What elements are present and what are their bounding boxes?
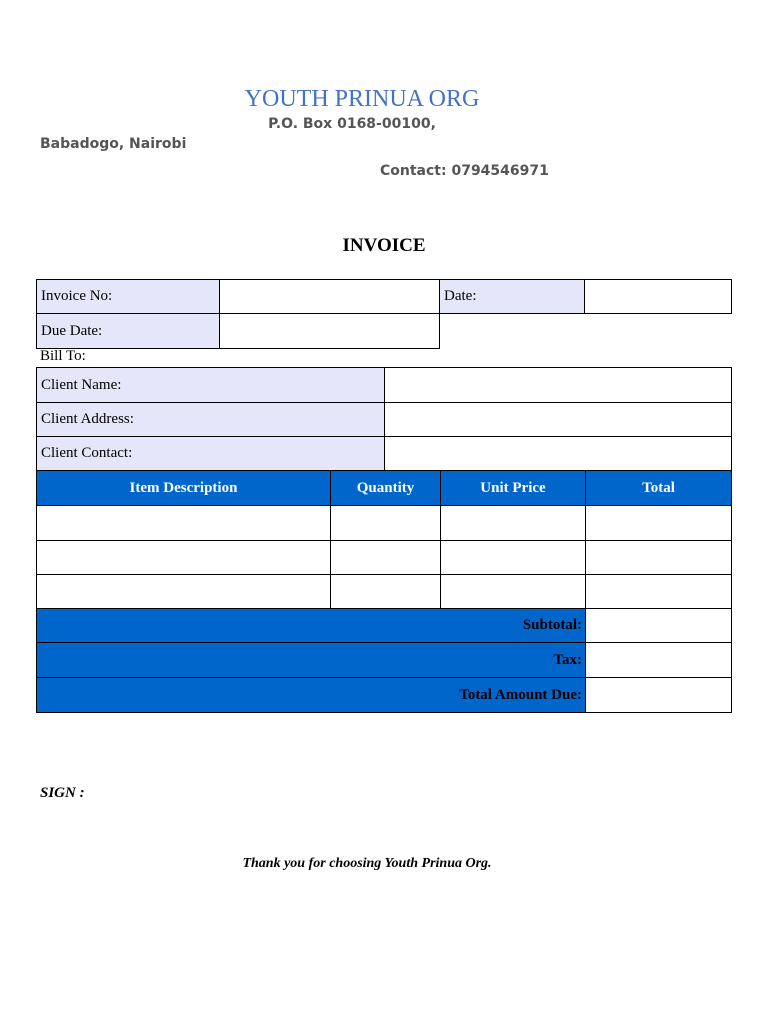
column-header-item-description: Item Description bbox=[36, 470, 331, 506]
date-field[interactable] bbox=[584, 279, 732, 314]
po-box-address: P.O. Box 0168-00100, bbox=[268, 116, 436, 132]
client-contact-label: Client Contact: bbox=[36, 436, 385, 471]
item-description-cell[interactable] bbox=[36, 574, 331, 609]
subtotal-label: Subtotal: bbox=[36, 608, 586, 643]
quantity-cell[interactable] bbox=[330, 574, 441, 609]
tax-label: Tax: bbox=[36, 642, 586, 678]
invoice-title: INVOICE bbox=[342, 235, 426, 256]
org-name: YOUTH PRINUA ORG bbox=[244, 86, 480, 112]
total-cell[interactable] bbox=[585, 505, 732, 541]
thank-you-note: Thank you for choosing Youth Prinua Org. bbox=[242, 856, 492, 871]
column-header-quantity: Quantity bbox=[330, 470, 441, 506]
sign-label: SIGN : bbox=[40, 785, 85, 801]
total-amount-due-field[interactable] bbox=[585, 677, 732, 713]
client-name-field[interactable] bbox=[384, 367, 732, 403]
total-amount-due-label: Total Amount Due: bbox=[36, 677, 586, 713]
column-header-total: Total bbox=[585, 470, 732, 506]
subtotal-field[interactable] bbox=[585, 608, 732, 643]
date-label: Date: bbox=[439, 279, 585, 314]
total-cell[interactable] bbox=[585, 540, 732, 575]
client-contact-field[interactable] bbox=[384, 436, 732, 471]
city-address: Babadogo, Nairobi bbox=[40, 136, 187, 152]
column-header-unit-price: Unit Price bbox=[440, 470, 586, 506]
quantity-cell[interactable] bbox=[330, 505, 441, 541]
contact-number: Contact: 0794546971 bbox=[380, 163, 549, 179]
client-address-label: Client Address: bbox=[36, 402, 385, 437]
client-name-label: Client Name: bbox=[36, 367, 385, 403]
due-date-label: Due Date: bbox=[36, 313, 220, 349]
total-cell[interactable] bbox=[585, 574, 732, 609]
unit-price-cell[interactable] bbox=[440, 505, 586, 541]
quantity-cell[interactable] bbox=[330, 540, 441, 575]
item-description-cell[interactable] bbox=[36, 505, 331, 541]
unit-price-cell[interactable] bbox=[440, 574, 586, 609]
tax-field[interactable] bbox=[585, 642, 732, 678]
due-date-field[interactable] bbox=[219, 313, 440, 349]
unit-price-cell[interactable] bbox=[440, 540, 586, 575]
item-description-cell[interactable] bbox=[36, 540, 331, 575]
bill-to-label: Bill To: bbox=[40, 348, 86, 364]
invoice-no-field[interactable] bbox=[219, 279, 440, 314]
client-address-field[interactable] bbox=[384, 402, 732, 437]
invoice-no-label: Invoice No: bbox=[36, 279, 220, 314]
